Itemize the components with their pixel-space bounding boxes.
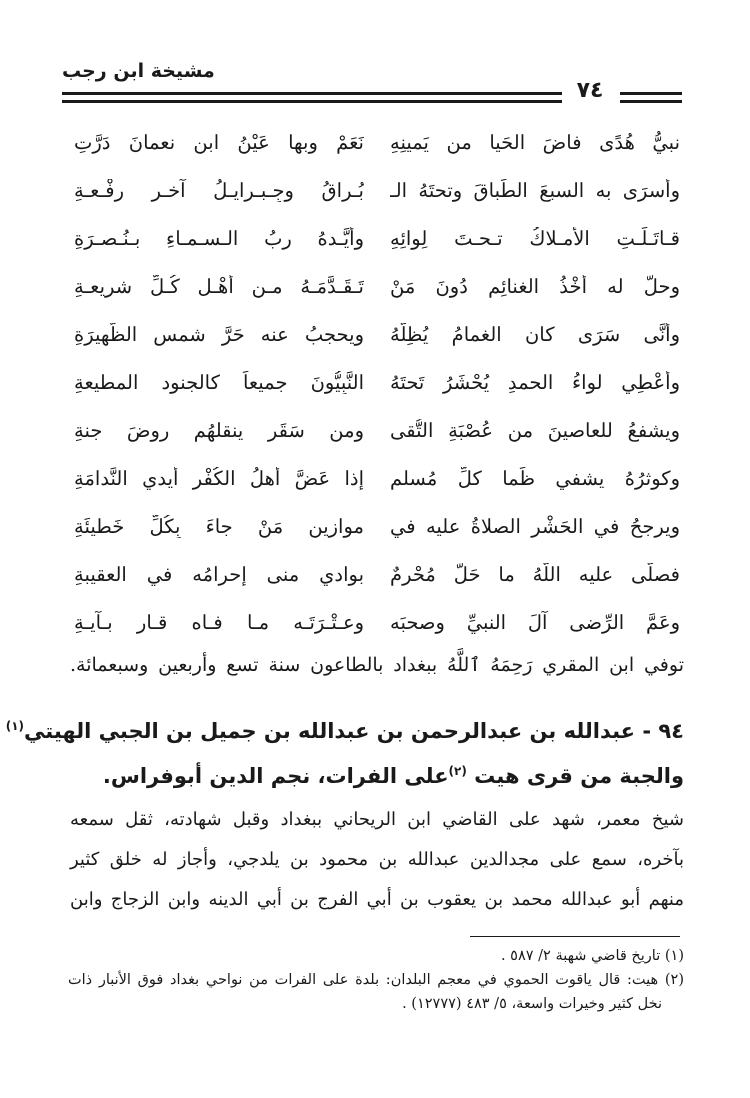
header-rule-left-1 bbox=[62, 92, 562, 95]
verse-second-hemistich: وعـتْـرَتَـه مـا فـاه قـارٍ بـآيـةِ bbox=[74, 610, 364, 634]
death-note: توفي ابن المقري رَحِمَهُ ٱللَّهُ ببغداد بالطاعون سنة تسع وأربعين وسبعمائة. bbox=[70, 654, 684, 676]
verse-second-hemistich: إذا عَضَّ أهلُ الكُفْرِ أيدي النَّدامَةِ bbox=[74, 466, 364, 490]
entry-name: ٩٤ - عبدالله بن عبدالرحمن بن عبدالله بن جميل بن الجبي الهيتي bbox=[24, 719, 684, 743]
entry-heading-line-2 bbox=[70, 751, 684, 796]
verse-second-hemistich: بُـراقُ وجِـبـرايـلُ آخـر رِفْـعـةِ bbox=[74, 178, 364, 202]
entry-title: على الفرات، نجم الدين أبوفراس. bbox=[102, 764, 449, 788]
poem-verse bbox=[74, 406, 680, 454]
poem bbox=[74, 118, 680, 646]
poem-verse bbox=[74, 214, 680, 262]
verse-second-hemistich: النَّبِيُّونَ جميعاً كالجنود المطيعةِ bbox=[74, 370, 364, 394]
verse-second-hemistich: ومن سَقَرٍ ينقلهُم روضَ جنةِ bbox=[74, 418, 364, 442]
verse-first-hemistich: ويشفعُ للعاصينَ من عُصْبَةِ التُّقى bbox=[390, 418, 680, 442]
verse-second-hemistich: وأيَّـدهُ ربُ الـسـمـاءِ بـنُـصـرَةِ bbox=[74, 226, 364, 250]
verse-second-hemistich: بوادي منى إحرامُه في العقيبةِ bbox=[74, 562, 364, 586]
verse-first-hemistich: قـاتَـلَـتِ الأمـلاكُ تـحـتَ لِوائِهِ bbox=[390, 226, 680, 250]
verse-first-hemistich: نبيُّ هُدًى فاضَ الحَيا من يَمينِهِ bbox=[390, 130, 680, 154]
entry-origin: والجبة من قرى هيت bbox=[466, 764, 684, 788]
header-rule-short bbox=[62, 100, 140, 103]
footnote-ref-2[interactable]: (٢) bbox=[448, 764, 467, 778]
entry-heading bbox=[5, 706, 684, 796]
poem-verse bbox=[74, 598, 680, 646]
entry-body bbox=[70, 800, 684, 920]
verse-second-hemistich: نَعَمْ وبها عَيْنُ ابنِ نعمانَ دَرَّتِ bbox=[74, 130, 364, 154]
verse-second-hemistich: تَـقَـدَّمَـهُ مـن أهْـلِ كُـلِّ شريعـةِ bbox=[74, 274, 364, 298]
poem-verse bbox=[74, 166, 680, 214]
footnotes bbox=[68, 944, 684, 1016]
verse-first-hemistich: وأُعْطِي لواءُ الحمدِ يُحْشَرُ تَحتَهُ bbox=[390, 370, 680, 394]
poem-verse bbox=[74, 118, 680, 166]
header-rule-right-2 bbox=[620, 100, 682, 103]
footnote-line: نخل كثير وخيرات واسعة، ٥/ ٤٨٣ (١٢٧٧٧) . bbox=[402, 996, 662, 1012]
poem-verse bbox=[74, 550, 680, 598]
verse-first-hemistich: ويرجحُ في الحَشْرِ الصلاةُ عليه في bbox=[390, 514, 680, 538]
verse-first-hemistich: فصلَّى عليه اللَّهُ ما حَلَّ مُحْرِمٌ bbox=[390, 562, 680, 586]
verse-first-hemistich: وأسرَى به السبعَ الطِّباقَ وتحتَهُ الـ bbox=[390, 178, 680, 202]
footnote-ref-1[interactable]: (١) bbox=[5, 719, 24, 733]
body-line: شيخ معمر، شهد على القاضي ابن الريحاني ببغداد وقبل شهادته، ثقل سمعه bbox=[70, 809, 684, 830]
footnote-line: (٢) هيت: قال ياقوت الحموي في معجم البلدان: بلدة على الفرات من نواحي بغداد فوق الأنبار ذات bbox=[68, 972, 684, 988]
header-rule-left-2 bbox=[140, 100, 562, 103]
footnote-separator bbox=[470, 936, 680, 937]
verse-first-hemistich: وعَمَّ الرِّضى آلَ النبيِّ وصحبَه bbox=[390, 610, 680, 634]
body-line: بآخره، سمع على مجدالدين عبدالله بن محمود بن يلدجي، وأجاز له خلق كثير bbox=[70, 849, 684, 870]
poem-verse bbox=[74, 358, 680, 406]
poem-verse bbox=[74, 310, 680, 358]
page-number: ٧٤ bbox=[576, 78, 604, 103]
verse-first-hemistich: وحلَّ له أخْذُ الغنائِمِ دُونَ مَنْ bbox=[390, 274, 680, 298]
header-rule-right-1 bbox=[620, 92, 682, 95]
verse-second-hemistich: موازينِ مَنْ جاءَ بِكُلِّ خَطيئَةِ bbox=[74, 514, 364, 538]
body-line: منهم أبو عبدالله محمد بن يعقوب بن أبي الفرج بن أبي الدينه وابن الزجاج وابن bbox=[70, 889, 684, 910]
poem-verse bbox=[74, 502, 680, 550]
verse-second-hemistich: ويحجبُ عنه حَرَّ شمسِ الظَّهيرَةِ bbox=[74, 322, 364, 346]
footnote-line: (١) تاريخ قاضي شهبة ٢/ ٥٨٧ . bbox=[500, 948, 684, 964]
verse-first-hemistich: وكوثرُهُ يشفي ظَما كلِّ مُسلمٍ bbox=[390, 466, 680, 490]
poem-verse bbox=[74, 454, 680, 502]
entry-heading-line-1 bbox=[5, 706, 684, 751]
poem-verse bbox=[74, 262, 680, 310]
running-title: مشيخة ابن رجب bbox=[62, 60, 215, 82]
verse-first-hemistich: وأنَّى سَرَى كان الغمامُ يُظِلُّهُ bbox=[390, 322, 680, 346]
